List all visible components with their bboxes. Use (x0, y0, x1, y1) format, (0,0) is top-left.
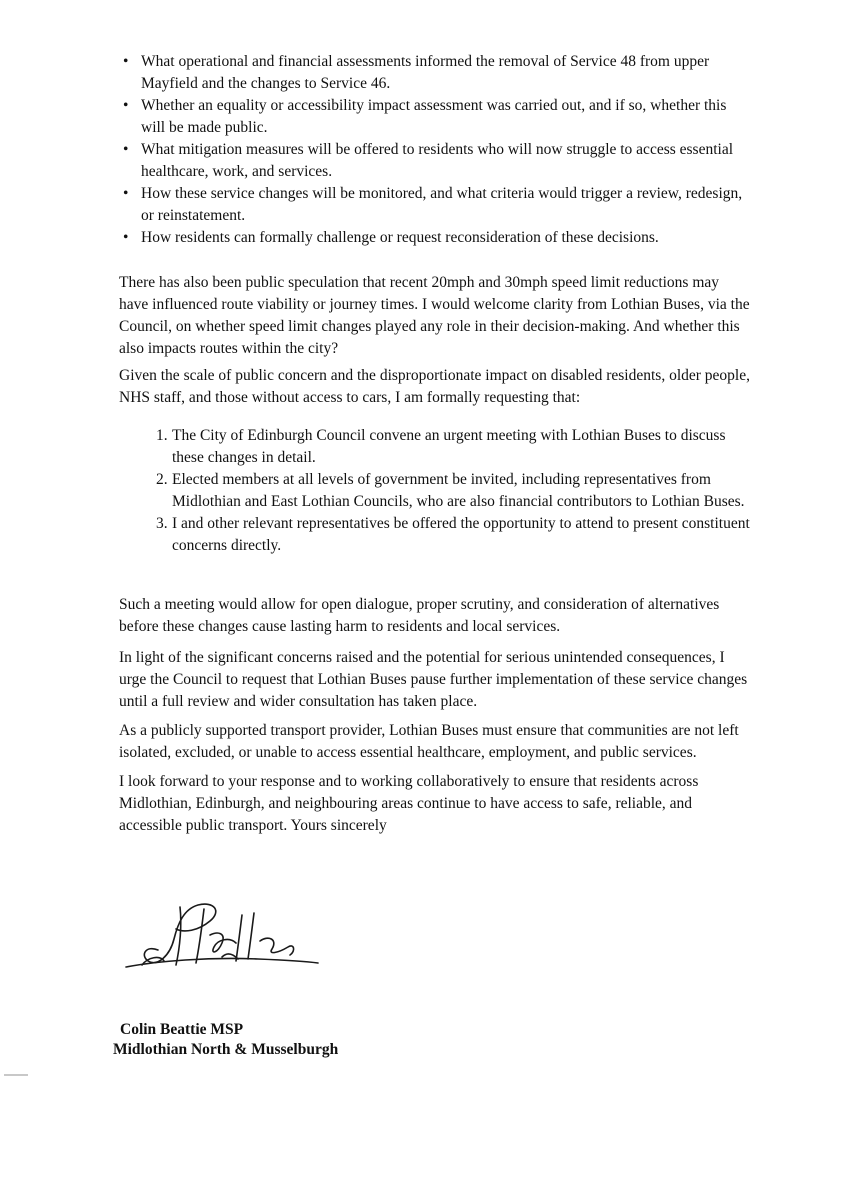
list-item: 2. Elected members at all levels of government be invited, including representatives from Midlothian and East Lothian Councils, who are also financial contributors to Lothian Buses. (156, 471, 745, 510)
list-item: • What mitigation measures will be offered to residents who will now struggle to access essential healthcare, work, and services. (123, 141, 734, 180)
pause-paragraph: In light of the significant concerns raised and the potential for serious unintended consequences, I urge the Council to request that Lothian Buses pause further implementation of these service changes until a full review and wider consultation has taken place. (119, 649, 748, 710)
signatory-constituency: Midlothian North & Musselburgh (113, 1041, 339, 1058)
speculation-paragraph: There has also been public speculation that recent 20mph and 30mph speed limit reductions may have influenced route viability or journey times. I would welcome clarity from Lothian Buses, via the Council, on whether speed limit changes played any role in their decision-making. And whether this also impacts routes within the city? (119, 274, 750, 357)
bullet-marker: • (123, 53, 129, 70)
meeting-paragraph: Such a meeting would allow for open dialogue, proper scrutiny, and consideration of alternatives before these changes cause lasting harm to residents and local services. (119, 596, 720, 635)
list-item: • How these service changes will be monitored, and what criteria would trigger a review, redesign, or reinstatement. (123, 185, 743, 224)
concern-paragraph: Given the scale of public concern and the disproportionate impact on disabled residents, older people, NHS staff, and those without access to cars, I am formally requesting that: (119, 367, 750, 406)
bullet-marker: • (123, 141, 129, 158)
handwritten-signature (118, 895, 323, 975)
item-number: 3. (156, 515, 168, 532)
list-item: • Whether an equality or accessibility impact assessment was carried out, and if so, whether this will be made public. (123, 97, 727, 136)
closing-paragraph: I look forward to your response and to working collaboratively to ensure that residents across Midlothian, Edinburgh, and neighbouring areas continue to have access to safe, reliable, and accessible public transport. Yours sincerely (119, 773, 699, 834)
assessment-questions-list (119, 51, 751, 249)
bullet-marker: • (123, 229, 129, 246)
requests-list (150, 425, 750, 557)
bullet-marker: • (123, 97, 129, 114)
item-number: 1. (156, 427, 168, 444)
list-item: • What operational and financial assessments informed the removal of Service 48 from upper Mayfield and the changes to Service 46. (123, 53, 710, 92)
provider-paragraph: As a publicly supported transport provider, Lothian Buses must ensure that communities are not left isolated, excluded, or unable to access essential healthcare, employment, and public services. (119, 722, 739, 761)
bullet-marker: • (123, 185, 129, 202)
margin-mark (4, 1074, 28, 1076)
list-item: • How residents can formally challenge or request reconsideration of these decisions. (119, 227, 751, 249)
signatory-name: Colin Beattie MSP (120, 1021, 244, 1038)
list-item: 1. The City of Edinburgh Council convene an urgent meeting with Lothian Buses to discuss these changes in detail. (156, 427, 726, 466)
list-item: 3. I and other relevant representatives be offered the opportunity to attend to present constituent concerns directly. (156, 515, 750, 554)
item-number: 2. (156, 471, 168, 488)
